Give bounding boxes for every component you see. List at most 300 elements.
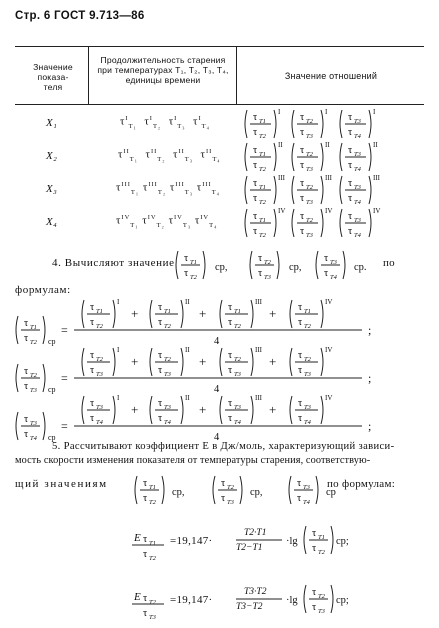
ratio-left-paren — [150, 348, 152, 376]
tau-subscript: T3 — [96, 404, 103, 411]
tau-subscript: T4 — [354, 232, 361, 239]
plus-sign: + — [131, 354, 139, 369]
plus-sign: + — [131, 306, 139, 321]
ratio-left-paren — [213, 476, 215, 504]
ratio-denominator: τ — [253, 226, 258, 237]
ratio-numerator: τ — [228, 302, 233, 313]
tau-subscript: T3 — [354, 118, 361, 125]
ratio-denominator: τ — [348, 160, 353, 171]
ratio-left-paren — [292, 209, 294, 237]
ratio-right-paren — [321, 396, 323, 424]
ratio-right-paren — [321, 348, 323, 376]
plus-sign: + — [199, 306, 207, 321]
ratio-power: II — [278, 141, 283, 149]
ratio-right-paren — [181, 348, 183, 376]
ratio-numerator: τ — [298, 302, 303, 313]
tau-subscript: T4 — [354, 133, 361, 140]
ratio-power: IV — [325, 394, 333, 402]
ratio-left-paren — [82, 348, 84, 376]
tau-subscript: T3 — [149, 614, 156, 621]
tau-subscript: T2 — [259, 232, 266, 239]
ratio-power: II — [325, 141, 330, 149]
ratio-left-paren — [135, 476, 137, 504]
tau-subscript: T1 — [259, 217, 266, 224]
ratio-numerator: τ — [90, 398, 95, 409]
tau-subscript: T1 — [259, 184, 266, 191]
th-indicator-line1: Значение — [33, 62, 73, 72]
ratio-denominator: τ — [300, 193, 305, 204]
tau-subscript: T1 — [30, 324, 37, 331]
plus-sign: + — [269, 354, 277, 369]
tau-subscript: T3 — [96, 371, 103, 378]
tau-subscript: T2 — [149, 555, 156, 562]
ratio-numerator: τ — [298, 398, 303, 409]
ratio-left-paren — [245, 209, 247, 237]
semicolon: ; — [368, 419, 372, 433]
ratio-right-paren — [316, 476, 318, 504]
ratio-denominator: τ — [158, 413, 163, 424]
ratio-denominator: τ — [253, 160, 258, 171]
semicolon: ; — [368, 371, 372, 385]
ratio-power: I — [117, 394, 120, 402]
ratio-right-paren — [43, 316, 45, 344]
ratio-power: I — [373, 108, 376, 116]
cp-subscript: ср — [48, 433, 56, 442]
ratio-numerator: τ — [24, 366, 29, 377]
ratio-numerator: τ — [228, 350, 233, 361]
tau-subscript: T3 — [306, 166, 313, 173]
ratio-right-paren — [343, 251, 345, 279]
th-duration-line1: Продолжительность старения — [100, 55, 226, 65]
row-taus-x3: $\tau^{III}_{T_1}$ $\tau^{III}_{T_2}$ $\tau^{III}_{T_3}$ $\tau^{III}_{T_4}$ — [116, 181, 220, 196]
ratio-numerator: τ — [143, 478, 148, 489]
para5-line2: мость скорости изменения показателя от температуры старения, соответствую- — [15, 455, 371, 466]
cp-label: ср. — [354, 262, 367, 273]
ratio-denominator: τ — [90, 365, 95, 376]
formula-e1-coef: =19,147· — [170, 535, 213, 547]
ratio-power: I — [325, 108, 328, 116]
tau-subscript: T2 — [234, 356, 241, 363]
ratio-numerator: τ — [312, 528, 317, 539]
ratio-right-paren — [369, 110, 371, 138]
ratio-power: IV — [278, 207, 286, 215]
ratio-power: IV — [373, 207, 381, 215]
tau-subscript: T1 — [234, 308, 241, 315]
ratio-left-paren — [220, 396, 222, 424]
ratio-left-paren — [304, 585, 306, 613]
tau-subscript: T2 — [259, 133, 266, 140]
tau-subscript: T3 — [30, 420, 37, 427]
e-numerator-tau: τ — [143, 534, 148, 545]
energy-symbol: E — [134, 591, 141, 603]
tau-subscript: T4 — [304, 419, 311, 426]
ratio-left-paren — [16, 412, 18, 440]
row-taus-x4: $\tau^{IV}_{T_1}$ $\tau^{IV}_{T_2}$ $\tau^{IV}_{T_3}$ $\tau^{IV}_{T_4}$ — [116, 214, 218, 229]
cp-label: ср, — [215, 262, 228, 273]
ratio-denominator: τ — [221, 493, 226, 504]
ratio-power: IV — [325, 346, 333, 354]
tau-subscript: T2 — [149, 499, 156, 506]
tau-subscript: T1 — [164, 308, 171, 315]
ratio-denominator: τ — [184, 268, 189, 279]
tau-subscript: T4 — [354, 166, 361, 173]
ratio-right-paren — [369, 209, 371, 237]
para4-text: 4. Вычисляют значение — [52, 257, 175, 269]
tau-subscript: T3 — [306, 133, 313, 140]
ratio-left-paren — [16, 364, 18, 392]
tau-subscript: T2 — [164, 323, 171, 330]
ratio-denominator: τ — [158, 365, 163, 376]
row-taus-x2: $\tau^{II}_{T_1}$ $\tau^{II}_{T_2}$ $\tau^{II}_{T_3}$ $\tau^{II}_{T_4}$ — [118, 148, 221, 163]
ratio-right-paren — [274, 110, 276, 138]
ratio-numerator: τ — [24, 318, 29, 329]
tau-subscript: T1 — [259, 118, 266, 125]
ratio-left-paren — [220, 300, 222, 328]
cp-subscript: ср — [48, 385, 56, 394]
ratio-right-paren — [331, 526, 333, 554]
tau-subscript: T3 — [330, 259, 337, 266]
ratio-left-paren — [250, 251, 252, 279]
tau-subscript: T3 — [354, 184, 361, 191]
ratio-right-paren — [203, 251, 205, 279]
ratio-numerator: τ — [348, 112, 353, 123]
ratio-denominator: τ — [348, 226, 353, 237]
ratio-power: III — [255, 298, 262, 306]
ratio-left-paren — [340, 143, 342, 171]
ratio-denominator: τ — [228, 365, 233, 376]
tau-subscript: T2 — [304, 323, 311, 330]
ratio-right-paren — [369, 176, 371, 204]
tau-subscript: T3 — [306, 232, 313, 239]
ratio-numerator: τ — [348, 145, 353, 156]
ratio-denominator: τ — [24, 333, 29, 344]
ratio-denominator: τ — [253, 193, 258, 204]
divisor-four: 4 — [214, 336, 220, 347]
ratio-numerator: τ — [221, 478, 226, 489]
tau-subscript: T2 — [234, 323, 241, 330]
equals-sign: = — [61, 371, 68, 385]
tau-subscript: T2 — [318, 593, 325, 600]
row-taus-x1: $\tau^I_{T_1}$ $\tau^I_{T_2}$ $\tau^I_{T_3}$ $\tau^I_{T_4}$ — [120, 115, 210, 130]
para5-line1: 5. Рассчитывают коэффициент E в Дж/моль, характеризующий зависи- — [52, 441, 395, 452]
tau-subscript: T3 — [164, 371, 171, 378]
ratio-denominator: τ — [297, 493, 302, 504]
tau-subscript: T3 — [264, 274, 271, 281]
cp-label: ср — [326, 487, 336, 498]
tau-subscript: T3 — [354, 217, 361, 224]
ratio-left-paren — [292, 110, 294, 138]
ratio-denominator: τ — [298, 317, 303, 328]
ratio-denominator: τ — [300, 160, 305, 171]
ratio-numerator: τ — [90, 350, 95, 361]
tau-subscript: T4 — [96, 419, 103, 426]
tau-subscript: T1 — [190, 259, 197, 266]
tau-subscript: T3 — [227, 499, 234, 506]
ratio-power: II — [185, 346, 190, 354]
tau-subscript: T3 — [30, 387, 37, 394]
energy-symbol: E — [134, 532, 141, 544]
ratio-right-paren — [162, 476, 164, 504]
temperature-product: T2·T1 — [244, 528, 267, 538]
ratio-left-paren — [292, 176, 294, 204]
tau-subscript: T3 — [318, 608, 325, 615]
ratio-left-paren — [150, 396, 152, 424]
ratio-right-paren — [321, 143, 323, 171]
para4-tail: по — [383, 257, 395, 269]
tau-subscript: T3 — [304, 371, 311, 378]
ratio-right-paren — [43, 412, 45, 440]
ratio-left-paren — [340, 110, 342, 138]
plus-sign: + — [131, 402, 139, 417]
header-text: Стр. 6 ГОСТ 9.713—86 — [15, 10, 145, 22]
ratio-power: III — [255, 346, 262, 354]
tau-subscript: T4 — [330, 274, 337, 281]
tau-subscript: T2 — [190, 274, 197, 281]
ratio-left-paren — [82, 300, 84, 328]
ratio-numerator: τ — [253, 211, 258, 222]
ratio-power: IV — [325, 207, 333, 215]
ratio-numerator: τ — [348, 178, 353, 189]
ratio-right-paren — [369, 143, 371, 171]
tau-subscript: T3 — [354, 151, 361, 158]
ratio-denominator: τ — [348, 127, 353, 138]
log-label: ·lg — [286, 595, 298, 606]
ratio-denominator: τ — [90, 317, 95, 328]
tau-subscript: T2 — [306, 217, 313, 224]
ratio-numerator: τ — [348, 211, 353, 222]
formula-e2-coef: =19,147· — [170, 594, 213, 606]
ratio-left-paren — [16, 316, 18, 344]
ratio-numerator: τ — [258, 253, 263, 264]
ratio-right-paren — [321, 300, 323, 328]
ratio-denominator: τ — [312, 602, 317, 613]
tau-subscript: T4 — [303, 499, 310, 506]
ratio-numerator: τ — [24, 414, 29, 425]
tau-subscript: T2 — [149, 599, 156, 606]
row-label-x1: X₁ — [46, 117, 58, 129]
divisor-four: 4 — [214, 384, 220, 395]
plus-sign: + — [199, 354, 207, 369]
ratio-numerator: τ — [158, 350, 163, 361]
th-indicator-line3: теля — [43, 82, 63, 92]
ratio-left-paren — [82, 396, 84, 424]
tau-subscript: T2 — [30, 339, 37, 346]
temperature-difference: T2−T1 — [236, 543, 263, 553]
ratio-right-paren — [113, 300, 115, 328]
ratio-left-paren — [245, 110, 247, 138]
cp-subscript: ср — [48, 337, 56, 346]
ratio-power: III — [373, 174, 380, 182]
ratio-denominator: τ — [24, 429, 29, 440]
tau-subscript: T4 — [354, 199, 361, 206]
ratio-numerator: τ — [312, 587, 317, 598]
ratio-denominator: τ — [300, 127, 305, 138]
row-label-x4: X₄ — [46, 216, 58, 228]
ratio-denominator: τ — [348, 193, 353, 204]
ratio-denominator: τ — [324, 268, 329, 279]
ratio-left-paren — [245, 176, 247, 204]
plus-sign: + — [199, 402, 207, 417]
ratio-left-paren — [290, 396, 292, 424]
cp-label: ср; — [336, 536, 349, 547]
cp-label: ср, — [250, 487, 263, 498]
ratio-numerator: τ — [184, 253, 189, 264]
ratio-numerator: τ — [158, 398, 163, 409]
tau-subscript: T1 — [304, 308, 311, 315]
ratio-right-paren — [274, 176, 276, 204]
semicolon: ; — [368, 323, 372, 337]
ratio-denominator: τ — [143, 493, 148, 504]
ratio-right-paren — [181, 300, 183, 328]
ratio-numerator: τ — [253, 112, 258, 123]
row-label-x2: X₂ — [46, 150, 58, 162]
tau-subscript: T2 — [306, 118, 313, 125]
ratio-power: I — [278, 108, 281, 116]
ratio-numerator: τ — [253, 178, 258, 189]
ratio-right-paren — [251, 348, 253, 376]
ratio-numerator: τ — [90, 302, 95, 313]
row-label-x3: X₃ — [46, 183, 58, 195]
ratio-left-paren — [290, 348, 292, 376]
equals-sign: = — [61, 419, 68, 433]
ratio-right-paren — [113, 348, 115, 376]
tau-subscript: T2 — [259, 199, 266, 206]
ratio-numerator: τ — [253, 145, 258, 156]
tau-subscript: T2 — [306, 151, 313, 158]
th-indicator-line2: показа- — [37, 72, 69, 82]
tau-subscript: T4 — [30, 435, 37, 442]
ratio-denominator: τ — [253, 127, 258, 138]
ratio-right-paren — [274, 143, 276, 171]
temperature-product: T3·T2 — [244, 587, 267, 597]
tau-subscript: T2 — [264, 259, 271, 266]
divisor-four: 4 — [214, 432, 220, 443]
ratio-right-paren — [321, 209, 323, 237]
ratio-power: III — [278, 174, 285, 182]
tau-subscript: T2 — [318, 549, 325, 556]
ratio-power: III — [255, 394, 262, 402]
ratio-right-paren — [251, 396, 253, 424]
ratio-numerator: τ — [298, 350, 303, 361]
plus-sign: + — [269, 402, 277, 417]
tau-subscript: T3 — [234, 371, 241, 378]
para5-line3: щий значениям — [15, 478, 108, 490]
ratio-right-paren — [113, 396, 115, 424]
para4-next: формулам: — [15, 284, 71, 296]
ratio-left-paren — [150, 300, 152, 328]
tau-subscript: T2 — [96, 323, 103, 330]
ratio-denominator: τ — [298, 365, 303, 376]
ratio-denominator: τ — [258, 268, 263, 279]
th-ratio: Значение отношений — [284, 71, 378, 81]
tau-subscript: T2 — [306, 184, 313, 191]
ratio-right-paren — [321, 176, 323, 204]
th-duration-line3: единицы времени — [125, 75, 201, 85]
tau-subscript: T2 — [304, 356, 311, 363]
ratio-left-paren — [289, 476, 291, 504]
tau-subscript: T2 — [259, 166, 266, 173]
tau-subscript: T2 — [164, 356, 171, 363]
ratio-power: I — [117, 298, 120, 306]
ratio-denominator: τ — [90, 413, 95, 424]
ratio-numerator: τ — [300, 178, 305, 189]
tau-subscript: T1 — [259, 151, 266, 158]
ratio-denominator: τ — [228, 413, 233, 424]
ratio-right-paren — [277, 251, 279, 279]
ratio-numerator: τ — [300, 211, 305, 222]
temperature-difference: T3−T2 — [236, 602, 263, 612]
cp-label: ср, — [172, 487, 185, 498]
cp-label: ср, — [289, 262, 302, 273]
ratio-left-paren — [292, 143, 294, 171]
cp-label: ср; — [336, 595, 349, 606]
para5-tail: по формулам: — [327, 478, 396, 490]
ratio-power: II — [373, 141, 378, 149]
tau-subscript: T1 — [96, 308, 103, 315]
equals-sign: = — [61, 323, 68, 337]
ratio-power: III — [325, 174, 332, 182]
ratio-right-paren — [331, 585, 333, 613]
tau-subscript: T1 — [149, 540, 156, 547]
ratio-numerator: τ — [158, 302, 163, 313]
tau-subscript: T3 — [303, 484, 310, 491]
ratio-numerator: τ — [324, 253, 329, 264]
ratio-left-paren — [340, 209, 342, 237]
ratio-denominator: τ — [298, 413, 303, 424]
ratio-left-paren — [340, 176, 342, 204]
ratio-denominator: τ — [24, 381, 29, 392]
e-denominator-tau: τ — [143, 608, 148, 619]
ratio-left-paren — [290, 300, 292, 328]
ratio-right-paren — [251, 300, 253, 328]
ratio-power: IV — [325, 298, 333, 306]
e-numerator-tau: τ — [143, 593, 148, 604]
ratio-denominator: τ — [300, 226, 305, 237]
tau-subscript: T2 — [30, 372, 37, 379]
ratio-denominator: τ — [158, 317, 163, 328]
ratio-numerator: τ — [300, 112, 305, 123]
ratio-right-paren — [43, 364, 45, 392]
tau-subscript: T1 — [318, 534, 325, 541]
ratio-left-paren — [176, 251, 178, 279]
tau-subscript: T3 — [234, 404, 241, 411]
ratio-right-paren — [240, 476, 242, 504]
ratio-power: I — [117, 346, 120, 354]
ratio-numerator: τ — [228, 398, 233, 409]
log-label: ·lg — [286, 536, 298, 547]
tau-subscript: T4 — [234, 419, 241, 426]
ratio-right-paren — [321, 110, 323, 138]
ratio-left-paren — [245, 143, 247, 171]
ratio-left-paren — [304, 526, 306, 554]
tau-subscript: T2 — [96, 356, 103, 363]
ratio-right-paren — [274, 209, 276, 237]
ratio-denominator: τ — [312, 543, 317, 554]
ratio-denominator: τ — [228, 317, 233, 328]
ratio-numerator: τ — [297, 478, 302, 489]
e-denominator-tau: τ — [143, 549, 148, 560]
tau-subscript: T1 — [149, 484, 156, 491]
th-duration-line2: при температурах T₁, T₂, T₃, T₄, — [97, 65, 229, 75]
ratio-right-paren — [181, 396, 183, 424]
tau-subscript: T2 — [227, 484, 234, 491]
tau-subscript: T3 — [304, 404, 311, 411]
ratio-numerator: τ — [300, 145, 305, 156]
ratio-left-paren — [316, 251, 318, 279]
tau-subscript: T3 — [164, 404, 171, 411]
tau-subscript: T4 — [164, 419, 171, 426]
ratio-power: II — [185, 298, 190, 306]
